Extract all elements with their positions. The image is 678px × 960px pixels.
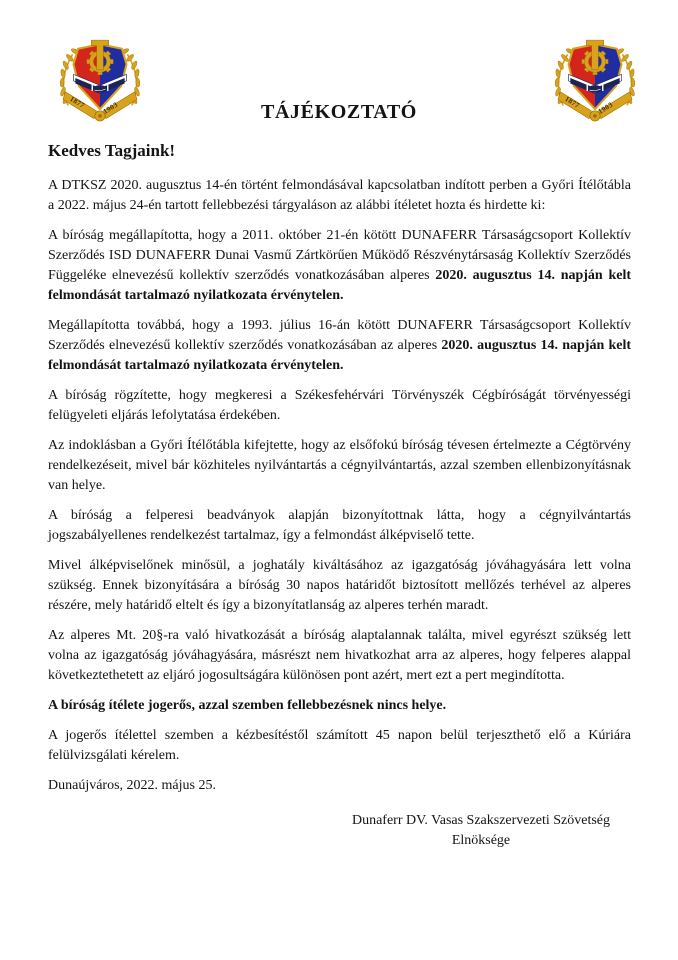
text-run: A DTKSZ 2020. augusztus 14-én történt felmondásával kapcsolatban indított perben a Győri Ítélőtábla a 2022. május 24-én tartott fellebbezési tárgyaláson az alábbi ítéletet hozta és hirdette ki: [48, 178, 631, 213]
text-run: Megállapította továbbá, hogy a 1993. július 16-án kötött DUNAFERR Társaságcsoport Kollektív Szerződés elnevezésű kollektív szerződés vonatkozásában az alperes [48, 318, 631, 353]
text-run: Az alperes Mt. 20§-ra való hivatkozását a bíróság alaptalannak találta, mivel egyrészt szükség lett volna az igazgatóság jóváhagyására, másrészt nem hivatkozhat arra az alperes, hogy felperes alappal következtethetett az eljáró jogosultságára különösen pont azért, mert ezt a pert megindította. [48, 628, 631, 683]
signature-block [331, 811, 631, 851]
ruling-appendix-paragraph [48, 226, 631, 306]
reasoning-registry-paragraph [48, 506, 631, 546]
salutation: Kedves Tagjaink! [48, 141, 176, 160]
signature-organization: Dunaferr DV. Vasas Szakszervezeti Szövetség [351, 813, 610, 828]
text-run: A bíróság megállapította, hogy a 2011. október 21-én kötött DUNAFERR Társaságcsoport Kollektív Szerződés ISD DUNAFERR Dunai Vasmű Zártkörűen Működő Részvénytársaság Kollektív Szerződés Függeléke elnevezésű kollektív szerződés vonatkozásában alperes [48, 228, 631, 283]
text-run: A jogerős ítélettel szemben a kézbesítéstől számított 45 napon belül terjeszthető elő a Kúriára felülvizsgálati kérelem. [48, 728, 631, 763]
text-run: Dunaújváros, 2022. május 25. [48, 778, 216, 793]
signature-role: Elnöksége [451, 833, 511, 848]
text-run: A bíróság rögzítette, hogy megkeresi a Székesfehérvári Törvényszék Cégbíróságát törvényességi felügyeleti eljárás lefolytatása érdekében. [48, 388, 631, 423]
document-body [48, 176, 631, 796]
judicial-review-paragraph [48, 726, 631, 766]
text-run: A bíróság a felperesi beadványok alapján bizonyítottnak látta, hogy a cégnyilvántartás jogszabályellenes rendelkezést tartalmaz, így a felmondást álképviselő tette. [48, 508, 631, 543]
intro-paragraph [48, 176, 631, 216]
document-content [0, 141, 678, 851]
ruling-main-contract-paragraph [48, 316, 631, 376]
text-run: Mivel álképviselőnek minősül, a joghatály kiváltásához az igazgatóság jóváhagyására lett volna szükség. Ennek bizonyítására a bíróság 30 napos határidőt biztosított mellőzés terhével az alperes részére, mely határidő eltelt és így a bizonyítatlanság az alperes terhén maradt. [48, 558, 631, 613]
page-title: TÁJÉKOZTATÓ [261, 101, 417, 123]
court-registry-paragraph [48, 386, 631, 426]
reasoning-first-instance-paragraph [48, 436, 631, 496]
bold-text-run: 2020. augusztus 14. napján kelt felmondását tartalmazó nyilatkozata érvénytelen. [48, 338, 632, 373]
bold-text-run: 2020. augusztus 14. napján kelt felmondását tartalmazó nyilatkozata érvénytelen. [48, 268, 631, 303]
union-emblem-right-icon [549, 36, 641, 131]
text-run: Az indoklásban a Győri Ítélőtábla kifejtette, hogy az elsőfokú bíróság tévesen értelmezte a Cégtörvény rendelkezéseit, mivel bár közhiteles nyilvántartás a cégnyilvántartás, azzal szemben ellenbizonyításnak van helye. [48, 438, 631, 493]
reasoning-false-representative-paragraph [48, 556, 631, 616]
final-verdict-paragraph [48, 696, 631, 716]
union-emblem-left-icon [54, 36, 146, 131]
reasoning-mt20-paragraph [48, 626, 631, 686]
bold-text-run: A bíróság ítélete jogerős, azzal szemben fellebbezésnek nincs helye. [48, 698, 447, 713]
date-line [48, 776, 631, 796]
